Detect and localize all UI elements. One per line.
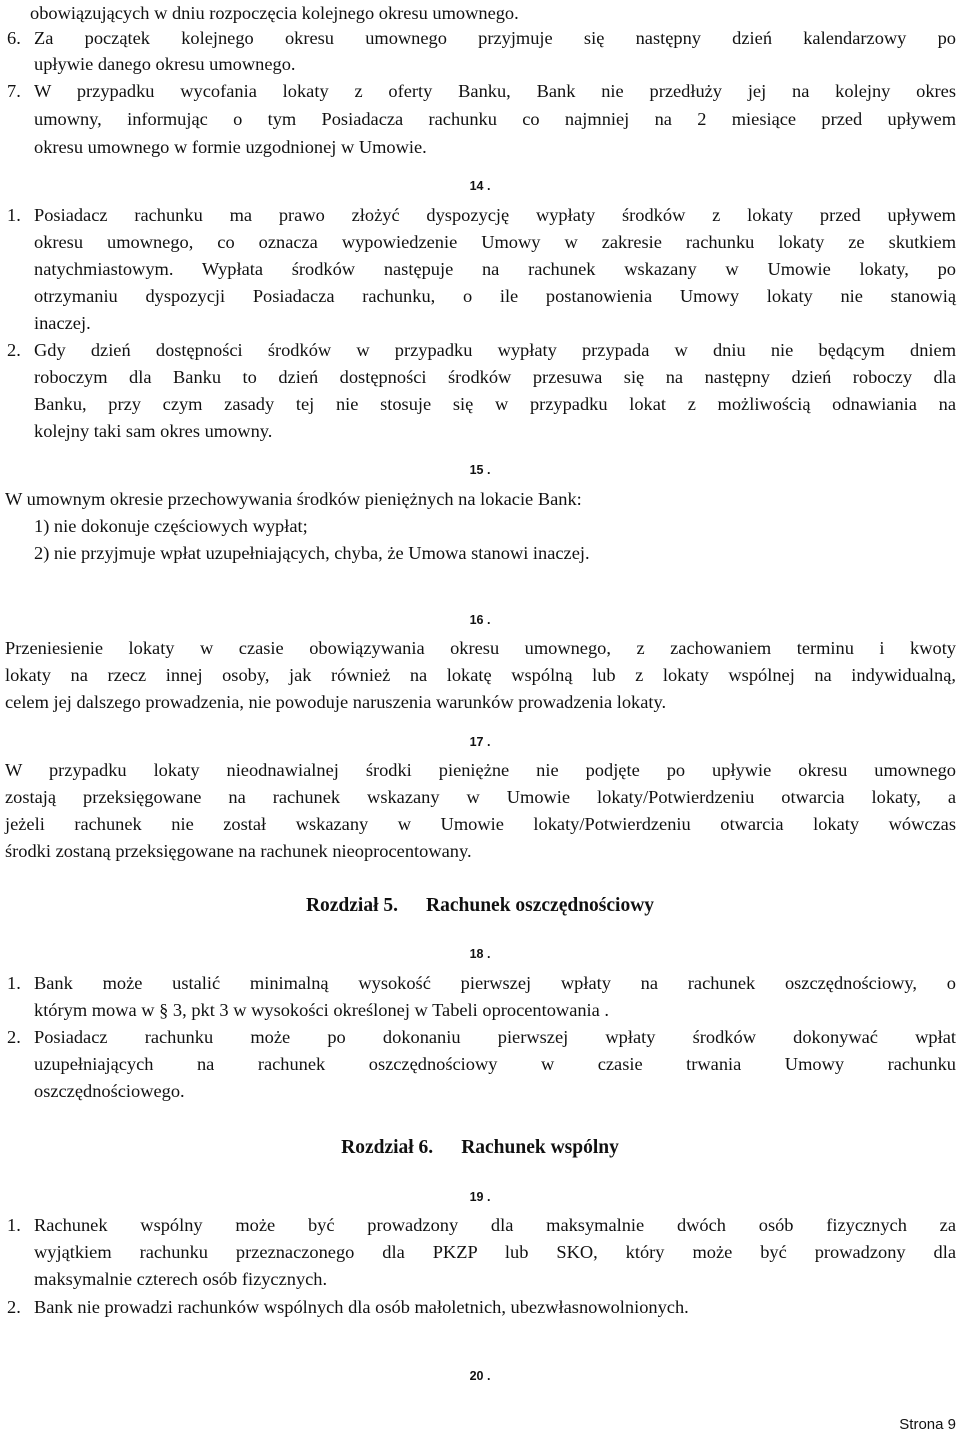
line-text: którym mowa w § 3, pkt 3 w wysokości określonej w Tabeli oprocentowania .	[34, 1000, 610, 1020]
text-line	[0, 635, 960, 661]
text-line	[0, 662, 960, 688]
text-line	[0, 970, 960, 996]
text-line	[0, 1239, 960, 1265]
list-number: 1.	[7, 1215, 21, 1235]
text-line	[0, 540, 960, 566]
line-text: upływie danego okresu umownego.	[34, 54, 296, 74]
list-number: 1.	[7, 973, 21, 993]
text-line	[0, 513, 960, 539]
line-text: Gdy dzień dostępności środków w przypadku wypłaty przypada w dniu nie będącym dniem	[34, 340, 956, 360]
line-text: W przypadku wycofania lokaty z oferty Banku, Bank nie przedłuży jej na kolejny okres	[34, 81, 956, 101]
text-line	[0, 337, 960, 363]
line-text: 2) nie przyjmuje wpłat uzupełniających, chyba, że Umowa stanowi inaczej.	[34, 543, 590, 563]
line-text: Posiadacz rachunku ma prawo złożyć dyspozycję wypłaty środków z lokaty przed upływem	[34, 205, 956, 225]
line-text: Bank nie prowadzi rachunków wspólnych dla osób małoletnich, ubezwłasnowolnionych.	[34, 1297, 689, 1317]
section-heading: 14 .	[469, 179, 491, 193]
list-number: 7.	[7, 81, 21, 101]
text-line	[0, 283, 960, 309]
text-line	[0, 106, 960, 132]
line-text: środki zostaną przeksięgowane na rachunek nieoprocentowany.	[5, 841, 472, 861]
list-number: 2.	[7, 340, 21, 360]
line-text: okresu umownego w formie uzgodnionej w Umowie.	[34, 137, 427, 157]
line-text: Banku, przy czym zasady tej nie stosuje się w przypadku lokat z możliwością odnawiania na	[34, 394, 956, 414]
text-line	[0, 391, 960, 417]
text-line	[0, 256, 960, 282]
text-line	[0, 25, 960, 51]
line-text: Za początek kolejnego okresu umownego przyjmuje się następny dzień kalendarzowy po	[34, 28, 956, 48]
text-line	[0, 757, 960, 783]
line-text: Przeniesienie lokaty w czasie obowiązywania okresu umownego, z zachowaniem terminu i kwoty	[5, 638, 956, 658]
line-text: obowiązujących w dniu rozpoczęcia kolejnego okresu umownego.	[30, 3, 519, 23]
text-line	[0, 310, 960, 336]
text-line	[0, 418, 960, 444]
text-line	[0, 811, 960, 837]
text-line	[0, 202, 960, 228]
text-line	[0, 784, 960, 810]
list-number: 1.	[7, 205, 21, 225]
text-line	[0, 1266, 960, 1292]
line-text: Bank może ustalić minimalną wysokość pierwszej wpłaty na rachunek oszczędnościowy, o	[34, 973, 956, 993]
chapter-label: Rozdział 6.	[341, 1137, 434, 1158]
line-text: lokaty na rzecz innej osoby, jak również na lokatę wspólną lub z lokaty wspólnej na indywidualną,	[5, 665, 956, 685]
chapter-title: Rachunek wspólny	[461, 1137, 619, 1158]
section-heading: 17 .	[469, 735, 491, 749]
line-text: celem jej dalszego prowadzenia, nie powoduje naruszenia warunków prowadzenia lokaty.	[5, 692, 667, 712]
line-text: jeżeli rachunek nie został wskazany w Umowie lokaty/Potwierdzeniu otwarcia lokaty wówczas	[5, 814, 956, 834]
line-text: maksymalnie czterech osób fizycznych.	[34, 1269, 328, 1289]
section-heading: 15 .	[469, 463, 491, 477]
section-heading: 16 .	[469, 613, 491, 627]
chapter-label: Rozdział 5.	[305, 895, 399, 916]
line-text: W przypadku lokaty nieodnawialnej środki pieniężne nie podjęte po upływie okresu umownego	[5, 760, 956, 780]
text-line	[0, 229, 960, 255]
line-text: umowny, informując o tym Posiadacza rachunku co najmniej na 2 miesiące przed upływem	[34, 109, 956, 129]
list-number: 2.	[7, 1027, 21, 1047]
text-line	[0, 0, 960, 26]
line-text: kolejny taki sam okres umowny.	[34, 421, 273, 441]
text-line	[0, 134, 960, 160]
text-line	[0, 1212, 960, 1238]
chapter-title: Rachunek oszczędnościowy	[426, 895, 655, 916]
text-line	[0, 486, 960, 512]
line-text: natychmiastowym. Wypłata środków następuje na rachunek wskazany w Umowie lokaty, po	[34, 259, 956, 279]
line-text: okresu umownego, co oznacza wypowiedzenie Umowy w zakresie rachunku lokaty ze skutkiem	[34, 232, 956, 252]
line-text: Posiadacz rachunku może po dokonaniu pierwszej wpłaty środków dokonywać wpłat	[34, 1027, 956, 1047]
line-text: W umownym okresie przechowywania środków pieniężnych na lokacie Bank:	[5, 489, 582, 509]
text-line	[0, 997, 960, 1023]
text-line	[0, 1024, 960, 1050]
line-text: oszczędnościowego.	[34, 1081, 185, 1101]
line-text: roboczym dla Banku to dzień dostępności środków przesuwa się na następny dzień roboczy dla	[34, 367, 956, 387]
line-text: uzupełniających na rachunek oszczędnościowy w czasie trwania Umowy rachunku	[34, 1054, 956, 1074]
text-line	[0, 51, 960, 77]
line-text: wyjątkiem rachunku przeznaczonego dla PKZP lub SKO, który może być prowadzony dla	[34, 1242, 956, 1262]
text-line	[0, 1294, 960, 1320]
line-text: otrzymaniu dyspozycji Posiadacza rachunku, o ile postanowienia Umowy lokaty nie stanowią	[34, 286, 956, 306]
list-number: 6.	[7, 28, 21, 48]
section-heading: 20 .	[469, 1369, 491, 1383]
section-heading: 19 .	[469, 1190, 491, 1204]
page-number: Strona 9	[899, 1416, 956, 1433]
text-line	[0, 689, 960, 715]
text-line	[0, 78, 960, 104]
chapter-heading	[0, 892, 960, 920]
section-heading: 18 .	[469, 947, 491, 961]
line-text: zostają przeksięgowane na rachunek wskazany w Umowie lokaty/Potwierdzeniu otwarcia lokaty, a	[5, 787, 956, 807]
chapter-heading	[0, 1134, 960, 1162]
line-text: 1) nie dokonuje częściowych wypłat;	[34, 516, 308, 536]
text-line	[0, 1051, 960, 1077]
text-line	[0, 1078, 960, 1104]
line-text: Rachunek wspólny może być prowadzony dla maksymalnie dwóch osób fizycznych za	[34, 1215, 956, 1235]
text-line	[0, 838, 960, 864]
line-text: inaczej.	[34, 313, 91, 333]
text-line	[0, 364, 960, 390]
list-number: 2.	[7, 1297, 21, 1317]
